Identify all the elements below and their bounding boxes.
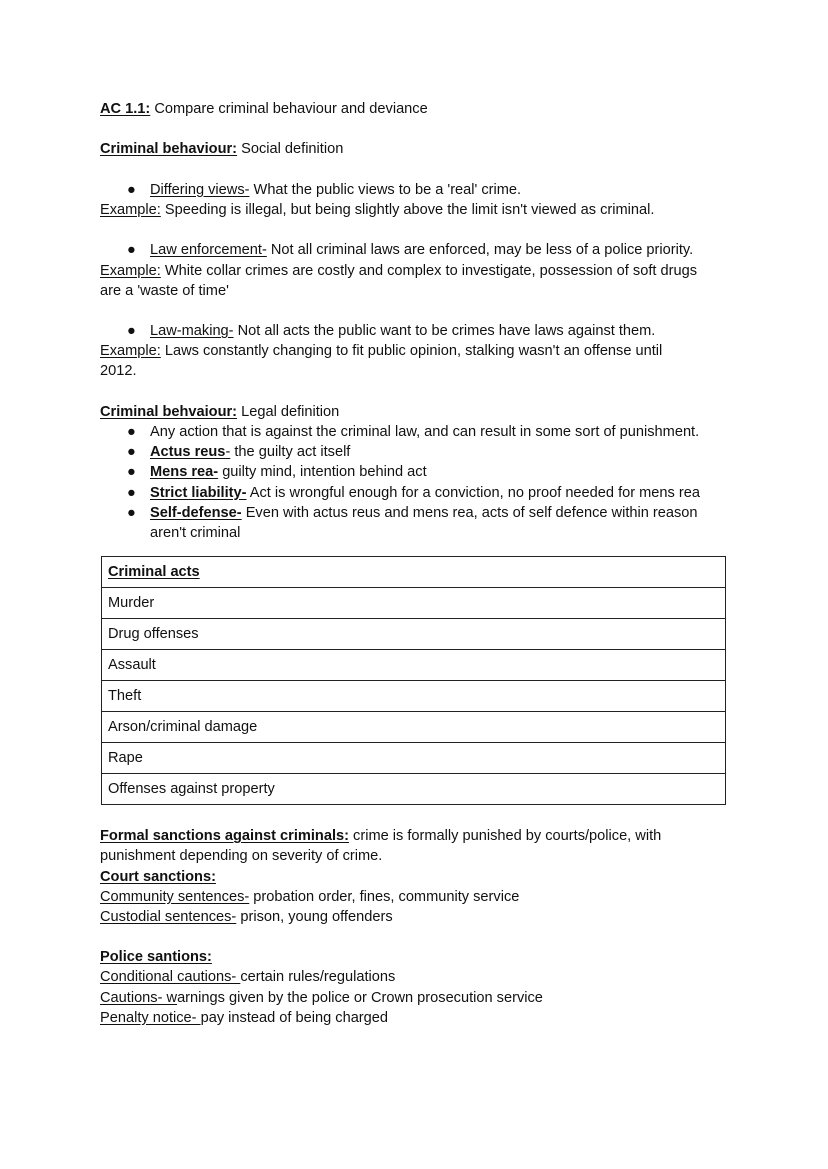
formal-sanctions-cont: punishment depending on severity of crime. — [100, 848, 383, 865]
bullet-differing-views: ● Differing views- What the public views to be a 'real' crime. — [100, 180, 740, 200]
police-sanction-item: Penalty notice- pay instead of being charged — [100, 1009, 389, 1026]
table-row: Murder — [102, 588, 726, 619]
example-line-cont: 2012. — [100, 363, 137, 380]
police-sanctions-heading: Police santions: — [100, 949, 212, 966]
table-row: Arson/criminal damage — [102, 712, 726, 743]
table-header: Criminal acts — [102, 557, 726, 588]
table-row: Theft — [102, 681, 726, 712]
bullet-icon: ● — [127, 323, 136, 340]
legal-item-actus-reus: ● Actus reus- the guilty act itself — [100, 442, 740, 462]
legal-item-self-defense-cont: aren't criminal — [150, 524, 241, 541]
document-page — [100, 99, 740, 1028]
bullet-icon: ● — [127, 242, 136, 259]
court-sanctions-heading: Court sanctions: — [100, 868, 216, 885]
table-row: Rape — [102, 743, 726, 774]
bullet-icon: ● — [127, 181, 136, 198]
bullet-law-enforcement: ● Law enforcement- Not all criminal laws are enforced, may be less of a police priority. — [100, 240, 740, 260]
table-row: Drug offenses — [102, 619, 726, 650]
bullet-icon: ● — [127, 464, 136, 481]
legal-definition-heading: Criminal behvaiour: Legal definition — [100, 403, 340, 420]
bullet-icon: ● — [127, 484, 136, 501]
legal-item-self-defense: ● Self-defense- Even with actus reus and mens rea, acts of self defence within reason — [100, 503, 740, 523]
criminal-acts-table — [101, 556, 726, 805]
police-sanction-item: Conditional cautions- certain rules/regulations — [100, 969, 396, 986]
bullet-icon: ● — [127, 444, 136, 461]
legal-item: ● Any action that is against the criminal law, and can result in some sort of punishment. — [100, 422, 740, 442]
court-sanction-item: Community sentences- probation order, fines, community service — [100, 888, 520, 905]
example-line-cont: are a 'waste of time' — [100, 282, 229, 299]
example-line: Example: Laws constantly changing to fit public opinion, stalking wasn't an offense until — [100, 343, 663, 360]
table-row: Assault — [102, 650, 726, 681]
heading-label: AC 1.1: — [100, 101, 151, 117]
bullet-icon: ● — [127, 504, 136, 521]
example-line: Example: Speeding is illegal, but being slightly above the limit isn't viewed as criminal. — [100, 201, 655, 218]
table-row: Offenses against property — [102, 774, 726, 805]
formal-sanctions-heading: Formal sanctions against criminals: crime is formally punished by courts/police, with — [100, 828, 662, 845]
bullet-law-making: ● Law-making- Not all acts the public want to be crimes have laws against them. — [100, 321, 740, 341]
page-heading: AC 1.1: Compare criminal behaviour and deviance — [100, 101, 428, 117]
bullet-icon: ● — [127, 424, 136, 440]
legal-item-mens-rea: ● Mens rea- guilty mind, intention behind act — [100, 462, 740, 482]
court-sanction-item: Custodial sentences- prison, young offenders — [100, 908, 393, 925]
social-definition-heading: Criminal behaviour: Social definition — [100, 141, 344, 158]
legal-item-strict-liability: ● Strict liability- Act is wrongful enough for a conviction, no proof needed for mens rea — [100, 483, 740, 503]
example-line: Example: White collar crimes are costly and complex to investigate, possession of soft drugs — [100, 262, 697, 279]
police-sanction-item: Cautions- warnings given by the police or Crown prosecution service — [100, 989, 543, 1006]
